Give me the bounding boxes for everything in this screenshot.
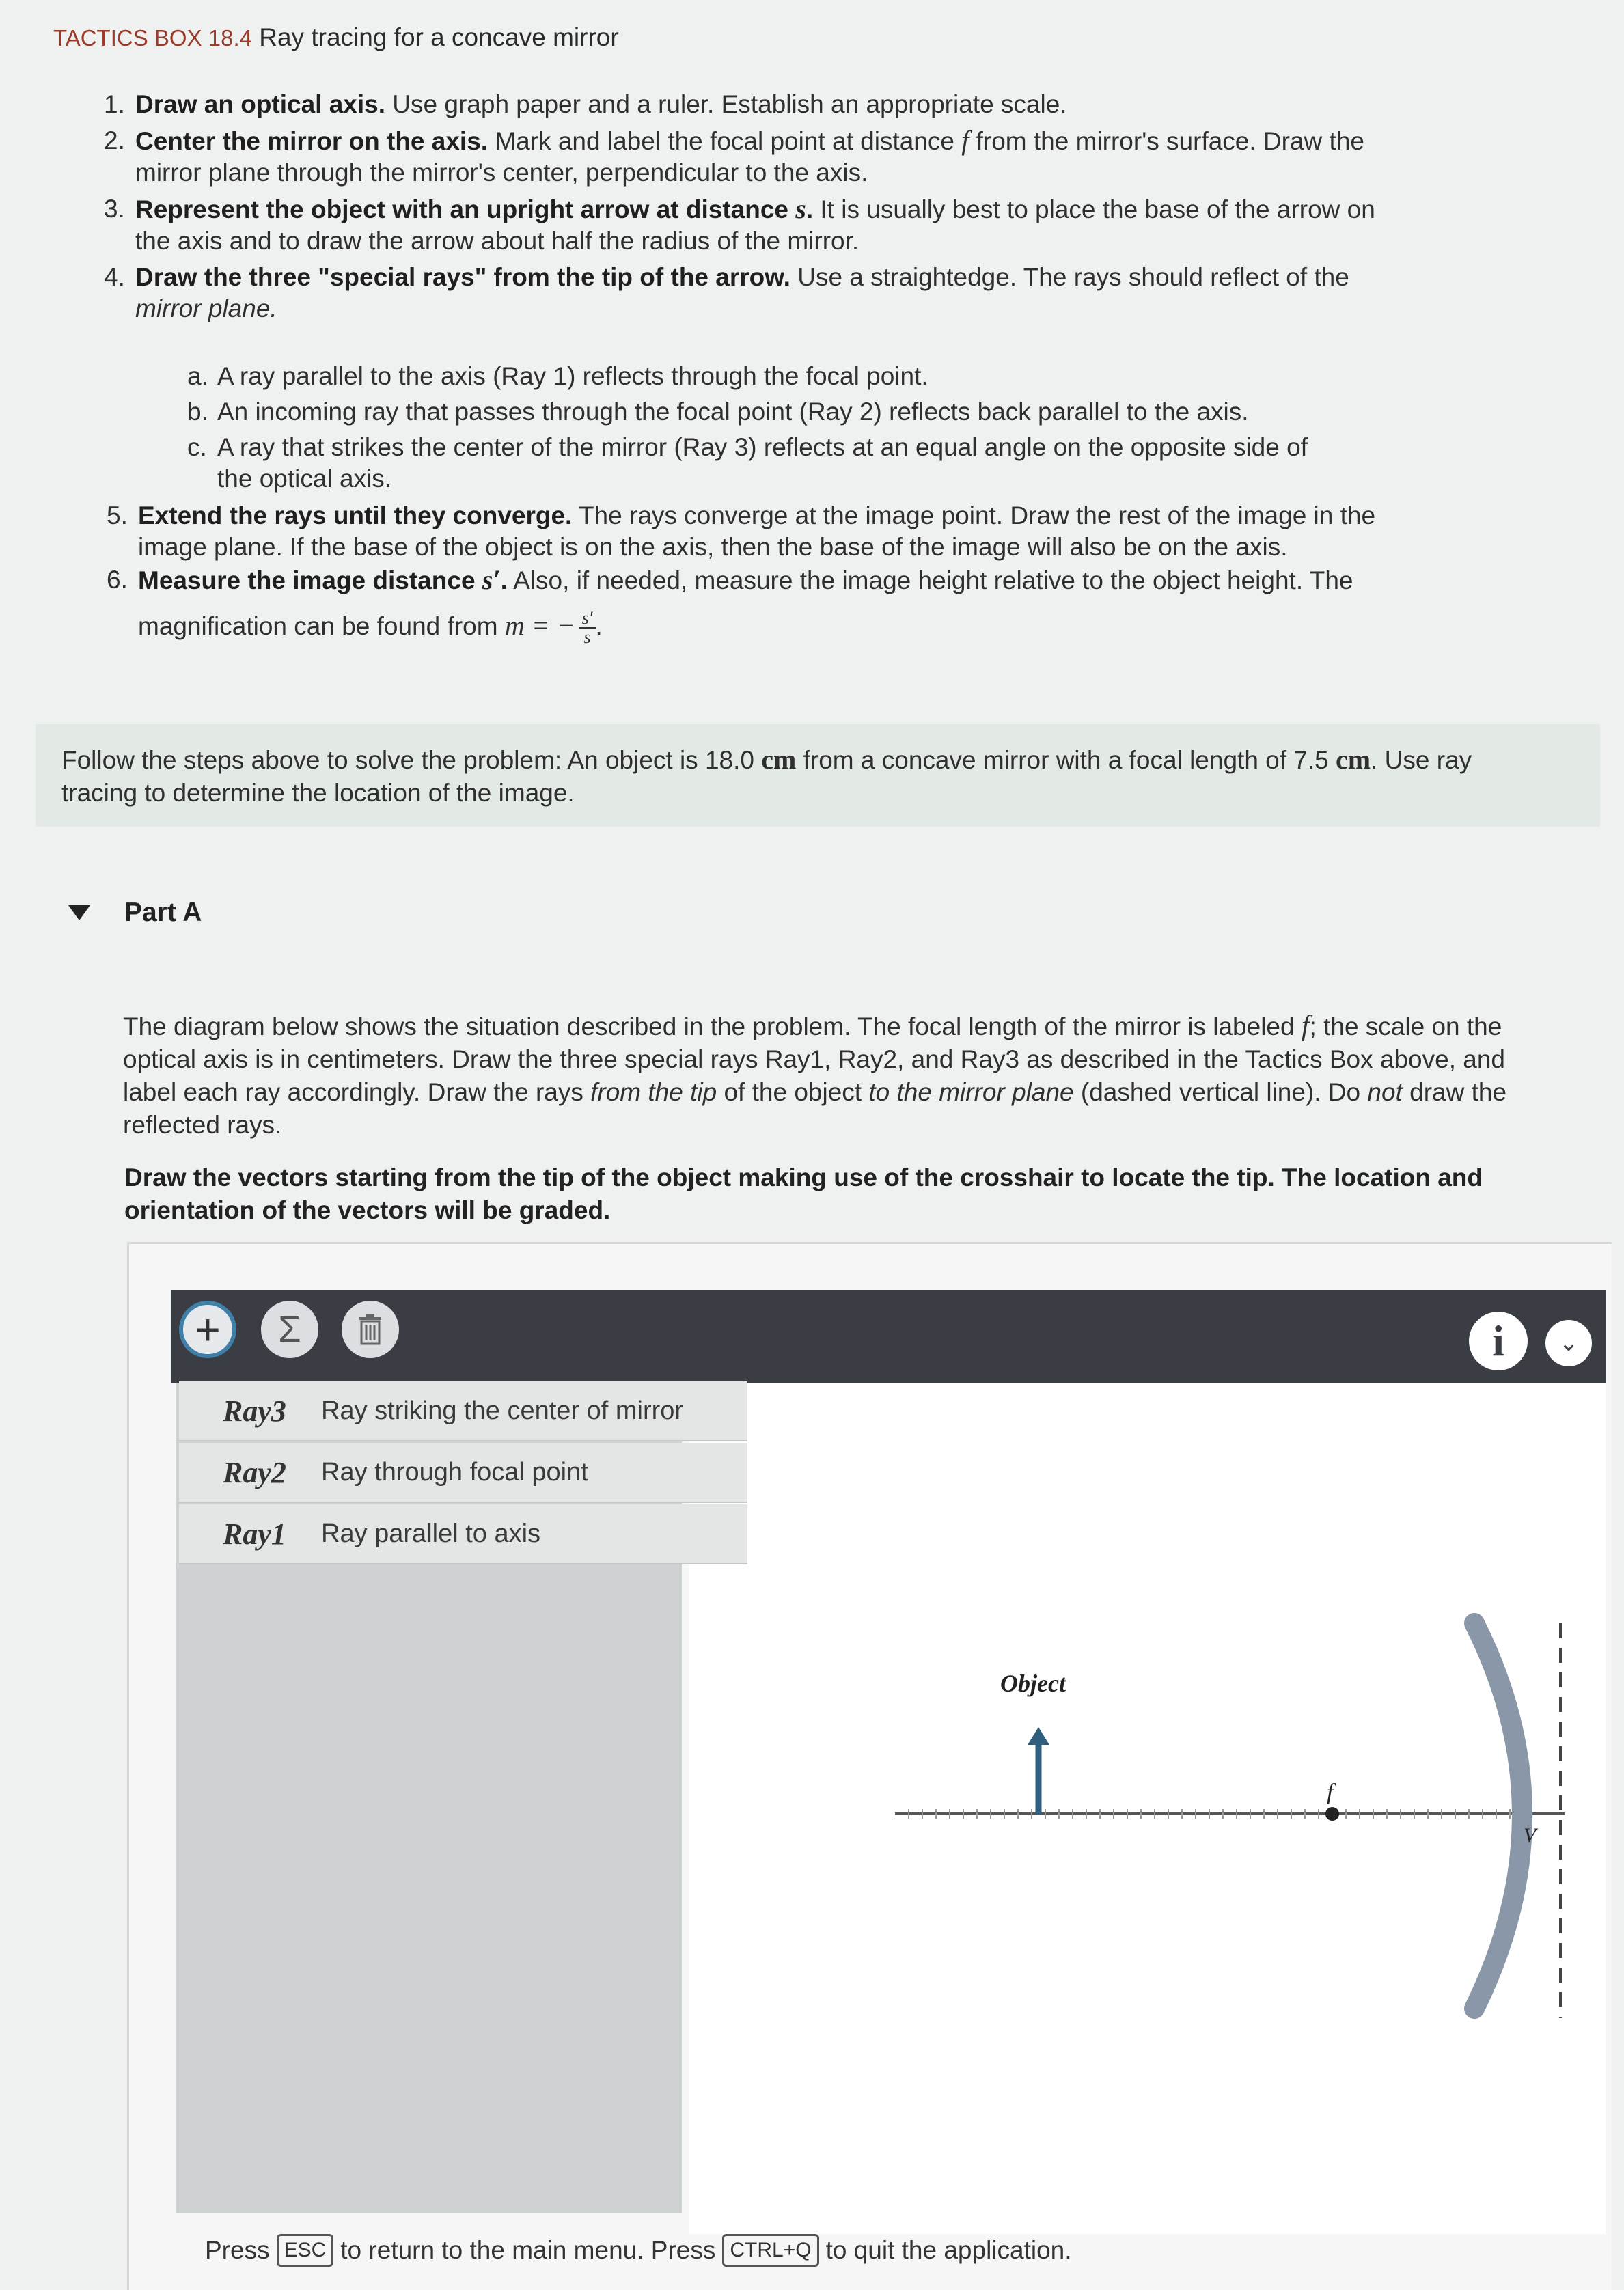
object-label: Object [1000,1670,1066,1697]
palette-code: Ray2 [223,1455,286,1489]
desc-emphasis: to the mirror plane [868,1078,1074,1106]
step-heading: . [806,195,814,223]
trash-icon [357,1313,384,1346]
instruction-text: orientation of the vectors will be graded. [124,1196,611,1224]
palette-label: Ray striking the center of mirror [321,1396,684,1425]
palette-item-ray3[interactable] [179,1381,747,1441]
magnification-formula [138,609,1573,646]
step-number: 3. [104,195,125,223]
footer-text: to return to the main menu. Press [340,2236,716,2264]
part-a-instruction [124,1161,1607,1227]
step-text: Mark and label the focal point at distance [488,127,962,155]
esc-key: ESC [277,2234,334,2267]
step-number: 2. [104,126,125,154]
formula-fraction [579,609,596,646]
ray-diagram[interactable] [689,1383,1606,2234]
desc-text: of the object [717,1078,869,1106]
step-number: 5. [107,501,128,529]
step-heading: Draw the three "special rays" from the tip of the arrow. [135,263,790,291]
info-button[interactable] [1469,1312,1528,1370]
step-text: magnification can be found from [138,611,505,640]
step-text: mirror plane through the mirror's center, perpendicular to the axis. [135,158,868,187]
tactics-box-label: TACTICS BOX 18.4 [53,25,252,51]
step-heading: . [500,566,508,594]
add-vector-button[interactable] [179,1301,236,1358]
fraction-denominator: s [583,627,591,647]
step-text: from the mirror's surface. Draw the [969,127,1364,155]
step-text: Use a straightedge. The rays should reflect of the [790,263,1349,291]
problem-text: Follow the steps above to solve the problem: An object is 18.0 [61,746,762,774]
vertex-label: V [1524,1824,1537,1847]
variable-s-prime: s′ [482,564,501,595]
step-text: Also, if needed, measure the image height relative to the object height. The [507,566,1353,594]
sigma-icon: Σ [278,1309,301,1350]
step-text: the axis and to draw the arrow about half the radius of the mirror. [135,227,859,255]
focal-point [1325,1807,1339,1821]
step-text: image plane. If the base of the object is on the axis, then the base of the image will also be on the axis. [138,533,1288,561]
collapse-part-icon[interactable] [68,905,90,920]
substep-number: b. [187,398,208,426]
desc-emphasis: not [1367,1078,1403,1106]
problem-text: tracing to determine the location of the image. [61,779,575,807]
variable-f: f [1301,1010,1310,1042]
step-heading: Center the mirror on the axis. [135,127,488,155]
collapse-toolbar-button[interactable] [1545,1320,1592,1366]
step-text: It is usually best to place the base of the arrow on [813,195,1375,223]
step-heading: Represent the object with an upright arrow at distance [135,195,796,223]
desc-text: optical axis is in centimeters. Draw the three special rays Ray1, Ray2, and Ray3 as described in the Tactics Box above, and [123,1045,1505,1073]
step-heading: Draw an optical axis. [135,90,386,118]
instruction-text: Draw the vectors starting from the tip of the object making use of the crosshair to locate the tip. The location and [124,1163,1483,1191]
step-heading: Measure the image distance [138,566,482,594]
substep-number: c. [187,433,207,461]
plus-icon: + [195,1305,221,1354]
part-a-description [123,1010,1606,1142]
palette-label: Ray parallel to axis [321,1519,541,1548]
problem-text: from a concave mirror with a focal length of 7.5 [796,746,1336,774]
palette-label: Ray through focal point [321,1457,588,1487]
chevron-down-icon: ⌄ [1558,1330,1579,1356]
object-arrow-head [1028,1727,1049,1745]
tactics-box-heading: Ray tracing for a concave mirror [259,23,619,51]
ctrl-q-key: CTRL+Q [722,2234,818,2267]
step-number: 6. [107,566,128,594]
step-number: 1. [104,90,125,118]
step-text: mirror plane. [135,294,277,322]
palette-item-ray1[interactable] [179,1504,747,1564]
unit-cm: cm [1336,744,1371,775]
desc-text: reflected rays. [123,1111,282,1139]
concave-mirror [1474,1623,1522,2009]
variable-f: f [961,125,969,156]
focal-label: f [1327,1780,1334,1805]
substep-text: the optical axis. [217,465,392,493]
fraction-numerator: s′ [579,609,596,629]
palette-code: Ray3 [223,1394,286,1428]
footer-text: to quit the application. [825,2236,1072,2264]
variable-s: s [795,193,806,224]
delete-button[interactable] [342,1301,399,1358]
problem-text: . Use ray [1371,746,1472,774]
part-a-label[interactable]: Part A [124,898,202,927]
step-text: Use graph paper and a ruler. Establish an appropriate scale. [385,90,1067,118]
tactics-box-title [53,23,619,52]
desc-text: ; the scale on the [1309,1012,1502,1040]
formula-lhs: m = − [504,609,575,641]
palette-code: Ray1 [223,1517,286,1551]
desc-text: (dashed vertical line). Do [1073,1078,1368,1106]
info-icon: i [1492,1316,1504,1365]
unit-cm: cm [761,744,797,775]
step-heading: Extend the rays until they converge. [138,501,573,529]
formula-end: . [595,611,603,640]
step-number: 4. [104,263,125,291]
app-footer [205,2234,1072,2267]
problem-statement [61,743,1592,810]
substep-number: a. [187,362,208,390]
palette-item-ray2[interactable] [179,1443,747,1503]
substep-text: A ray parallel to the axis (Ray 1) reflects through the focal point. [217,362,928,390]
footer-text: Press [205,2236,270,2264]
substep-text: A ray that strikes the center of the mirror (Ray 3) reflects at an equal angle on the opposite side of [217,433,1308,461]
sum-vectors-button[interactable] [261,1301,318,1358]
desc-text: label each ray accordingly. Draw the rays [123,1078,591,1106]
desc-text: draw the [1402,1078,1507,1106]
desc-emphasis: from the tip [590,1078,717,1106]
substep-text: An incoming ray that passes through the focal point (Ray 2) reflects back parallel to the axis. [217,398,1249,426]
desc-text: The diagram below shows the situation described in the problem. The focal length of the mirror is labeled [123,1012,1302,1040]
step-text: The rays converge at the image point. Draw the rest of the image in the [572,501,1376,529]
